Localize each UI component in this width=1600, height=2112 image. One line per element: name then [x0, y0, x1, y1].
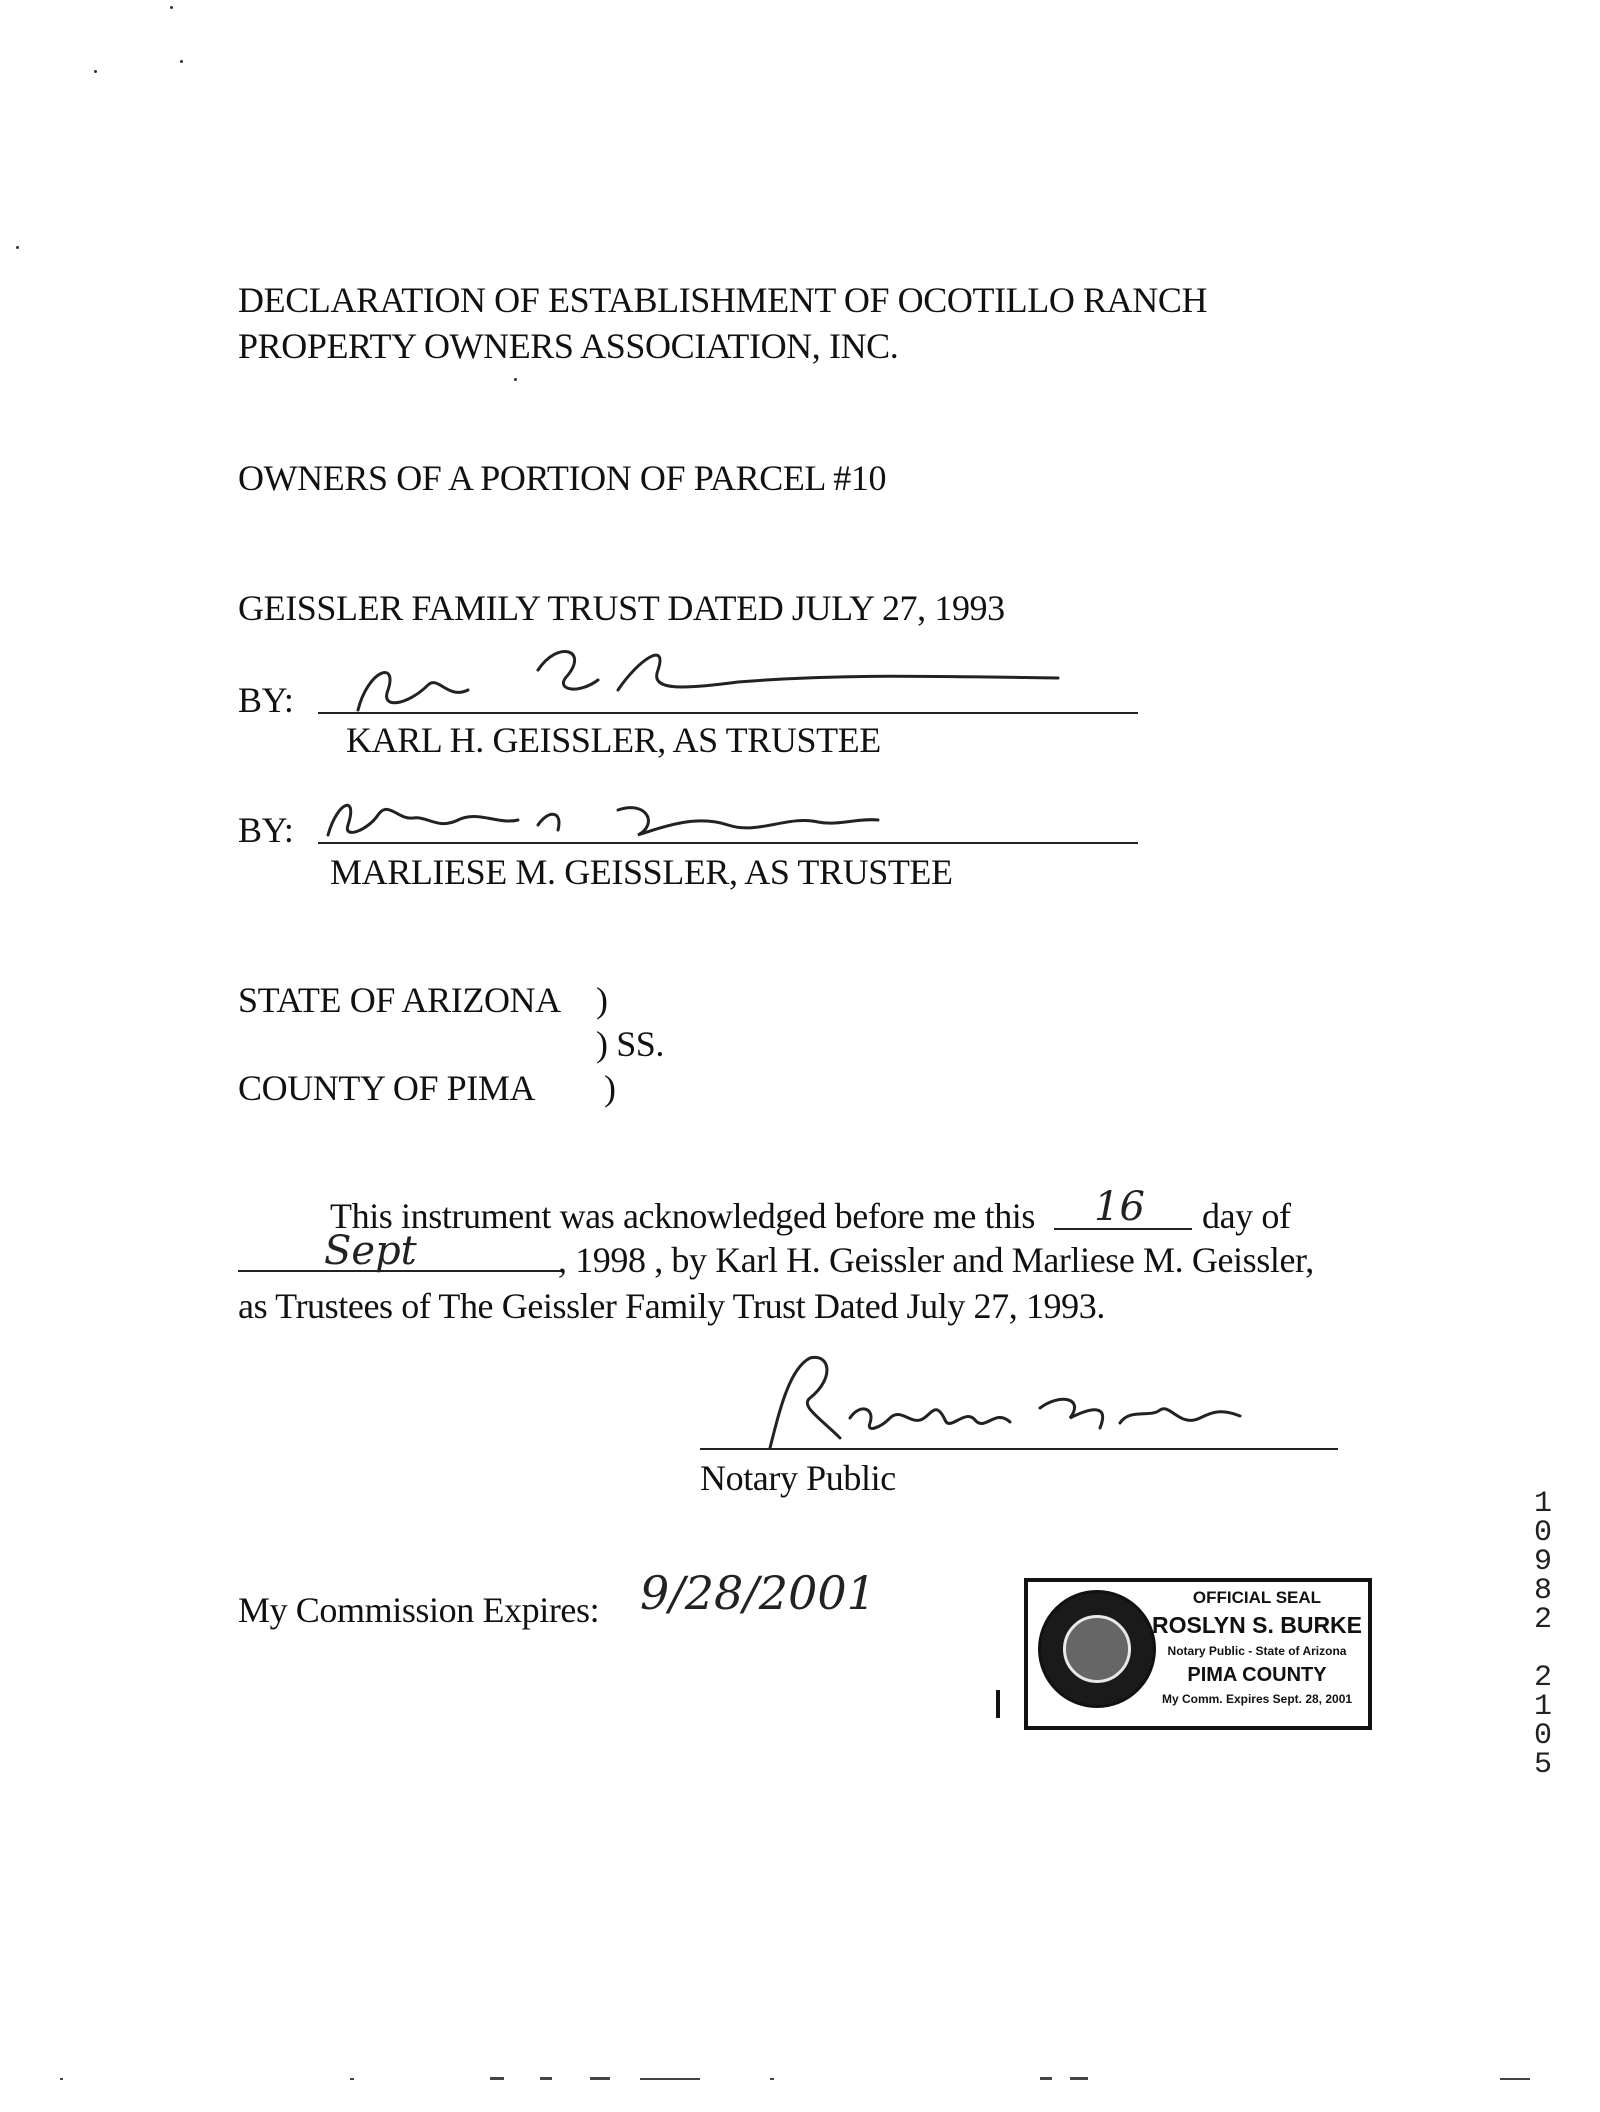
- scan-speck: [16, 246, 19, 249]
- seal-line-county: PIMA COUNTY: [1187, 1664, 1327, 1686]
- doc-number-digit: 0: [1533, 1719, 1552, 1753]
- venue-county: COUNTY OF PIMA: [238, 1068, 536, 1108]
- official-notary-seal: [1024, 1578, 1372, 1730]
- doc-number-digit: 5: [1533, 1748, 1552, 1782]
- scan-noise-bottom: [0, 2070, 1600, 2090]
- doc-number-digit: 1: [1533, 1487, 1552, 1521]
- karl-geissler-signature: [318, 630, 1078, 720]
- stamp-bracket-mark: [996, 1690, 1000, 1718]
- signature-line: [318, 842, 1138, 844]
- venue-paren: ): [596, 980, 608, 1020]
- scan-speck: [180, 60, 183, 63]
- venue-state: STATE OF ARIZONA: [238, 980, 561, 1020]
- arizona-seal-emblem-icon: [1038, 1590, 1156, 1708]
- trust-name: GEISSLER FAMILY TRUST DATED JULY 27, 1993: [238, 588, 1005, 628]
- seal-line-expires: My Comm. Expires Sept. 28, 2001: [1161, 1692, 1353, 1706]
- seal-line-name: ROSLYN S. BURKE: [1151, 1612, 1363, 1638]
- signer-name: MARLIESE M. GEISSLER, AS TRUSTEE: [330, 852, 953, 892]
- acknowledgment-line2: , 1998 , by Karl H. Geissler and Marliese M. Geissler,: [558, 1240, 1314, 1280]
- doc-number-digit: 2: [1533, 1661, 1552, 1695]
- document-title-line1: DECLARATION OF ESTABLISHMENT OF OCOTILLO RANCH: [238, 280, 1208, 320]
- marliese-geissler-signature: [318, 780, 1018, 850]
- month-handwritten: Sept: [324, 1228, 417, 1274]
- acknowledgment-line3: as Trustees of The Geissler Family Trust Dated July 27, 1993.: [238, 1286, 1105, 1326]
- doc-number-digit: 0: [1533, 1516, 1552, 1550]
- doc-number-digit: 9: [1533, 1545, 1552, 1579]
- by-label: BY:: [238, 680, 294, 720]
- scan-speck: [170, 6, 173, 9]
- seal-line-title: Notary Public - State of Arizona: [1167, 1644, 1347, 1658]
- venue-ss: ) SS.: [596, 1024, 665, 1064]
- owners-heading: OWNERS OF A PORTION OF PARCEL #10: [238, 458, 887, 498]
- acknowledgment-line1-suffix: day of: [1202, 1196, 1291, 1236]
- seal-emblem-center: [1063, 1615, 1131, 1683]
- notary-signature-line: [700, 1448, 1338, 1450]
- doc-number-digit: 2: [1533, 1603, 1552, 1637]
- commission-date-handwritten: 9/28/2001: [640, 1566, 876, 1620]
- recording-document-number: [1528, 1487, 1558, 1782]
- signature-line: [318, 712, 1138, 714]
- doc-number-digit: 1: [1533, 1690, 1552, 1724]
- acknowledgment-line1-prefix: This instrument was acknowledged before me this: [330, 1196, 1036, 1236]
- signer-name: KARL H. GEISSLER, AS TRUSTEE: [346, 720, 881, 760]
- commission-label: My Commission Expires:: [238, 1590, 600, 1630]
- doc-number-digit: 8: [1533, 1574, 1552, 1608]
- seal-line-official: OFFICIAL SEAL: [1192, 1588, 1322, 1607]
- venue-paren: ): [604, 1068, 616, 1108]
- notary-label: Notary Public: [700, 1458, 896, 1498]
- doc-number-digit: [1528, 1635, 1558, 1664]
- day-handwritten: 16: [1094, 1184, 1145, 1230]
- scan-speck: [514, 378, 517, 381]
- notary-signature: [740, 1348, 1260, 1458]
- by-label: BY:: [238, 810, 294, 850]
- scan-speck: [94, 70, 97, 73]
- document-title-line2: PROPERTY OWNERS ASSOCIATION, INC.: [238, 326, 899, 366]
